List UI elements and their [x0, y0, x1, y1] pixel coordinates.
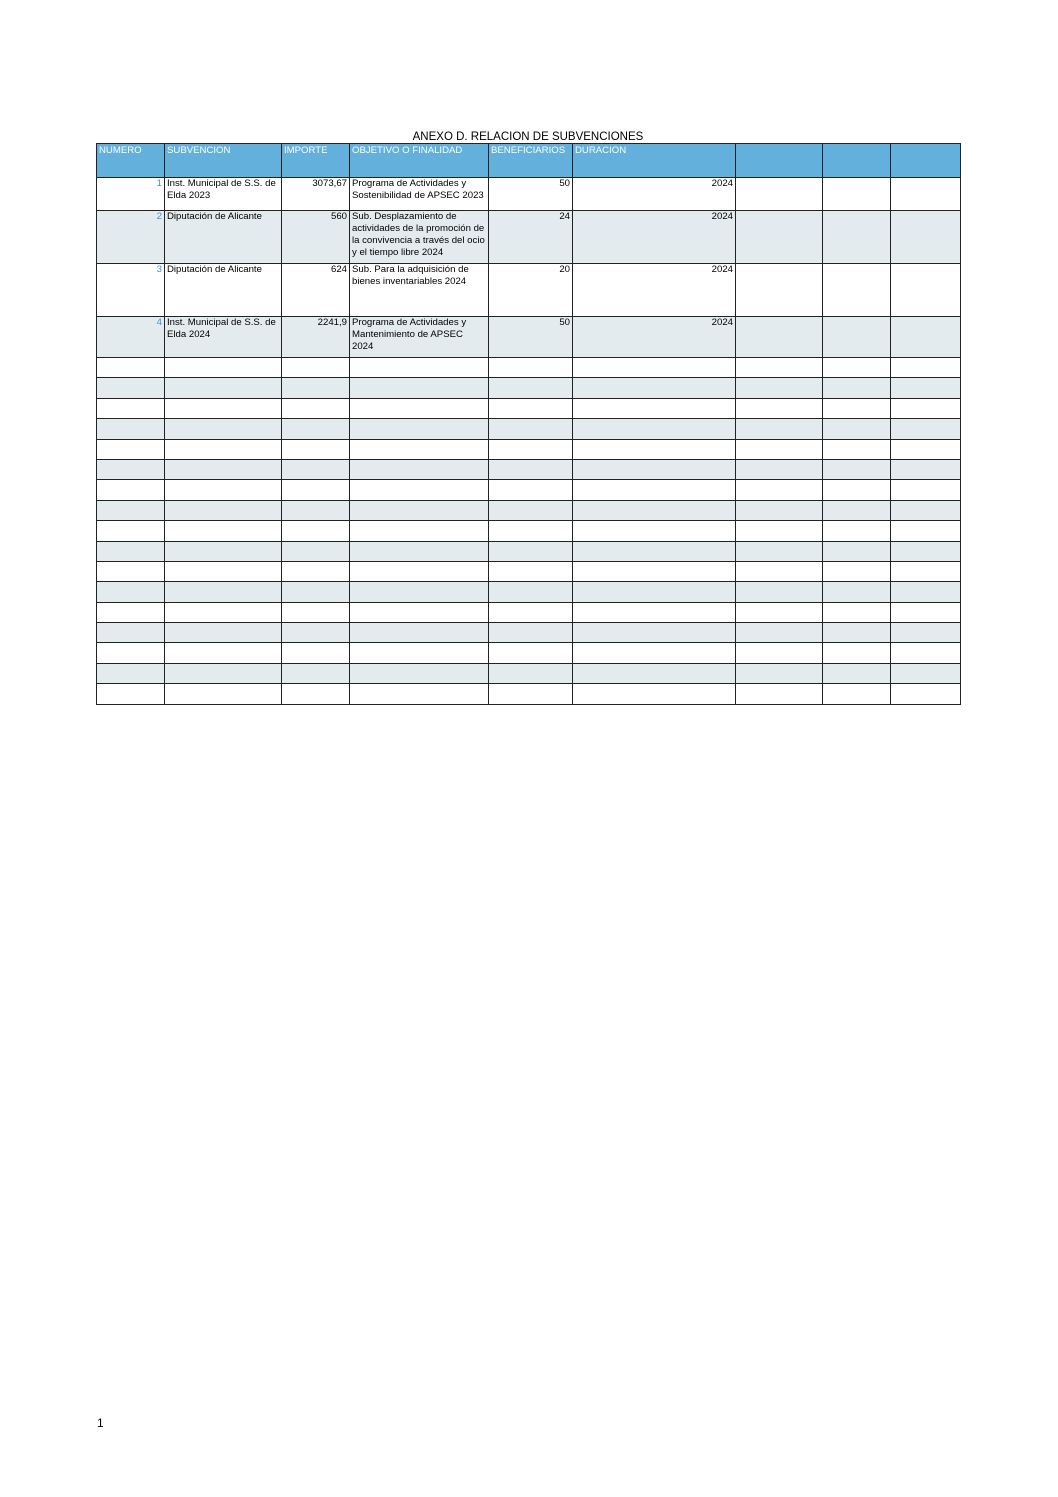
cell-empty [823, 459, 891, 479]
cell-empty [823, 317, 891, 358]
cell-empty [489, 663, 573, 683]
cell-objetivo: Sub. Para la adquisición de bienes inventariables 2024 [350, 264, 489, 317]
cell-empty [97, 561, 165, 581]
cell-empty [736, 264, 823, 317]
cell-subvencion: Diputación de Alicante [165, 264, 282, 317]
cell-empty [165, 398, 282, 418]
cell-empty [573, 623, 736, 643]
cell-empty [891, 684, 961, 704]
cell-empty [823, 419, 891, 439]
cell-beneficiarios: 20 [489, 264, 573, 317]
cell-empty [489, 623, 573, 643]
empty-table-row [97, 500, 961, 520]
cell-importe: 2241,9 [282, 317, 350, 358]
cell-empty [282, 439, 350, 459]
cell-empty [282, 643, 350, 663]
cell-empty [736, 623, 823, 643]
cell-empty [489, 561, 573, 581]
cell-empty [97, 378, 165, 398]
table-row [97, 317, 961, 358]
cell-empty [97, 459, 165, 479]
cell-empty [489, 521, 573, 541]
cell-empty [350, 602, 489, 622]
cell-empty [165, 521, 282, 541]
cell-empty [891, 582, 961, 602]
cell-empty [282, 358, 350, 378]
cell-empty [823, 178, 891, 211]
cell-empty [891, 561, 961, 581]
cell-empty [736, 582, 823, 602]
empty-table-row [97, 439, 961, 459]
cell-empty [165, 684, 282, 704]
cell-empty [489, 684, 573, 704]
cell-empty [823, 521, 891, 541]
cell-subvencion: Inst. Municipal de S.S. de Elda 2023 [165, 178, 282, 211]
cell-empty [489, 439, 573, 459]
cell-empty [736, 684, 823, 704]
cell-empty [165, 358, 282, 378]
cell-empty [573, 358, 736, 378]
cell-empty [165, 439, 282, 459]
cell-empty [282, 541, 350, 561]
cell-empty [823, 358, 891, 378]
cell-empty [97, 541, 165, 561]
empty-table-row [97, 561, 961, 581]
cell-empty [736, 459, 823, 479]
cell-empty [350, 643, 489, 663]
cell-empty [891, 419, 961, 439]
cell-empty [489, 582, 573, 602]
cell-empty [823, 398, 891, 418]
cell-empty [891, 317, 961, 358]
table-row [97, 178, 961, 211]
cell-empty [736, 643, 823, 663]
cell-empty [489, 419, 573, 439]
cell-empty [891, 602, 961, 622]
cell-empty [891, 358, 961, 378]
cell-empty [350, 358, 489, 378]
cell-beneficiarios: 24 [489, 211, 573, 264]
cell-empty [891, 439, 961, 459]
cell-empty [97, 602, 165, 622]
cell-empty [165, 561, 282, 581]
empty-table-row [97, 602, 961, 622]
column-header-importe: IMPORTE [282, 144, 350, 178]
cell-empty [350, 582, 489, 602]
cell-empty [823, 582, 891, 602]
cell-empty [97, 684, 165, 704]
cell-empty [736, 561, 823, 581]
cell-empty [736, 480, 823, 500]
cell-empty [97, 439, 165, 459]
empty-table-row [97, 398, 961, 418]
empty-table-row [97, 541, 961, 561]
cell-empty [350, 378, 489, 398]
cell-empty [573, 521, 736, 541]
cell-empty [350, 480, 489, 500]
cell-empty [891, 541, 961, 561]
cell-empty [97, 623, 165, 643]
table-header-row [97, 144, 961, 178]
cell-empty [891, 211, 961, 264]
cell-empty [573, 378, 736, 398]
cell-empty [489, 459, 573, 479]
cell-empty [573, 500, 736, 520]
cell-empty [736, 663, 823, 683]
table-row [97, 264, 961, 317]
cell-empty [573, 459, 736, 479]
cell-empty [736, 500, 823, 520]
cell-empty [736, 521, 823, 541]
cell-subvencion: Diputación de Alicante [165, 211, 282, 264]
cell-empty [823, 602, 891, 622]
cell-importe: 560 [282, 211, 350, 264]
cell-empty [489, 602, 573, 622]
cell-empty [282, 561, 350, 581]
cell-empty [573, 663, 736, 683]
cell-empty [165, 541, 282, 561]
cell-empty [891, 663, 961, 683]
cell-empty [573, 541, 736, 561]
cell-empty [823, 500, 891, 520]
cell-empty [823, 480, 891, 500]
cell-beneficiarios: 50 [489, 317, 573, 358]
cell-empty [165, 500, 282, 520]
empty-table-row [97, 480, 961, 500]
empty-table-row [97, 643, 961, 663]
cell-empty [891, 459, 961, 479]
cell-empty [165, 582, 282, 602]
cell-empty [891, 623, 961, 643]
cell-empty [350, 684, 489, 704]
cell-empty [97, 480, 165, 500]
cell-objetivo: Sub. Desplazamiento de actividades de la promoción de la convivencia a través del ocio y el tiempo libre 2024 [350, 211, 489, 264]
empty-table-row [97, 459, 961, 479]
cell-empty [350, 439, 489, 459]
cell-empty [282, 623, 350, 643]
cell-empty [489, 643, 573, 663]
cell-empty [573, 684, 736, 704]
cell-empty [823, 541, 891, 561]
cell-empty [282, 459, 350, 479]
cell-empty [823, 684, 891, 704]
cell-empty [823, 643, 891, 663]
cell-empty [165, 663, 282, 683]
empty-table-row [97, 663, 961, 683]
cell-empty [350, 398, 489, 418]
cell-empty [736, 378, 823, 398]
cell-empty [489, 378, 573, 398]
column-header-blank [823, 144, 891, 178]
cell-empty [891, 643, 961, 663]
cell-empty [165, 623, 282, 643]
cell-empty [573, 602, 736, 622]
cell-empty [891, 500, 961, 520]
cell-empty [97, 582, 165, 602]
cell-empty [165, 602, 282, 622]
cell-empty [350, 623, 489, 643]
cell-empty [573, 582, 736, 602]
cell-empty [573, 643, 736, 663]
cell-empty [97, 643, 165, 663]
cell-empty [282, 684, 350, 704]
cell-duracion: 2024 [573, 211, 736, 264]
cell-empty [350, 419, 489, 439]
empty-table-row [97, 419, 961, 439]
column-header-beneficiarios: BENEFICIARIOS [489, 144, 573, 178]
cell-empty [282, 663, 350, 683]
cell-empty [823, 663, 891, 683]
cell-empty [573, 419, 736, 439]
cell-empty [489, 398, 573, 418]
cell-empty [350, 561, 489, 581]
cell-empty [97, 398, 165, 418]
cell-empty [891, 264, 961, 317]
cell-empty [165, 419, 282, 439]
cell-beneficiarios: 50 [489, 178, 573, 211]
empty-table-row [97, 582, 961, 602]
cell-duracion: 2024 [573, 264, 736, 317]
cell-empty [891, 378, 961, 398]
cell-empty [736, 211, 823, 264]
cell-empty [736, 178, 823, 211]
cell-empty [489, 480, 573, 500]
cell-empty [350, 500, 489, 520]
cell-empty [282, 480, 350, 500]
cell-empty [736, 358, 823, 378]
cell-empty [573, 439, 736, 459]
cell-empty [736, 602, 823, 622]
cell-empty [823, 264, 891, 317]
column-header-duracion: DURACION [573, 144, 736, 178]
cell-subvencion: Inst. Municipal de S.S. de Elda 2024 [165, 317, 282, 358]
cell-empty [736, 439, 823, 459]
cell-empty [282, 602, 350, 622]
column-header-numero: NUMERO [97, 144, 165, 178]
cell-empty [573, 561, 736, 581]
subsidies-table [96, 143, 961, 705]
cell-empty [350, 521, 489, 541]
cell-empty [489, 500, 573, 520]
cell-numero: 3 [97, 264, 165, 317]
page-number: 1 [97, 1416, 104, 1430]
cell-empty [350, 541, 489, 561]
empty-table-row [97, 358, 961, 378]
column-header-objetivo: OBJETIVO O FINALIDAD [350, 144, 489, 178]
cell-empty [736, 317, 823, 358]
cell-numero: 4 [97, 317, 165, 358]
cell-objetivo: Programa de Actividades y Sostenibilidad de APSEC 2023 [350, 178, 489, 211]
cell-importe: 3073,67 [282, 178, 350, 211]
empty-table-row [97, 684, 961, 704]
column-header-blank [891, 144, 961, 178]
empty-table-row [97, 378, 961, 398]
cell-objetivo: Programa de Actividades y Mantenimiento de APSEC 2024 [350, 317, 489, 358]
cell-empty [97, 358, 165, 378]
cell-empty [282, 419, 350, 439]
cell-empty [165, 643, 282, 663]
cell-empty [823, 439, 891, 459]
cell-empty [736, 541, 823, 561]
cell-empty [350, 459, 489, 479]
cell-empty [97, 521, 165, 541]
cell-empty [165, 378, 282, 398]
cell-empty [282, 378, 350, 398]
column-header-blank [736, 144, 823, 178]
cell-empty [97, 663, 165, 683]
cell-empty [823, 211, 891, 264]
cell-numero: 1 [97, 178, 165, 211]
cell-empty [489, 358, 573, 378]
cell-empty [165, 459, 282, 479]
cell-empty [489, 541, 573, 561]
cell-empty [282, 521, 350, 541]
column-header-subvencion: SUBVENCION [165, 144, 282, 178]
cell-empty [573, 480, 736, 500]
cell-empty [891, 480, 961, 500]
cell-importe: 624 [282, 264, 350, 317]
cell-empty [823, 378, 891, 398]
cell-duracion: 2024 [573, 317, 736, 358]
cell-empty [736, 419, 823, 439]
cell-empty [97, 419, 165, 439]
cell-empty [282, 500, 350, 520]
cell-empty [823, 561, 891, 581]
table-title: ANEXO D. RELACION DE SUBVENCIONES [412, 131, 644, 143]
cell-duracion: 2024 [573, 178, 736, 211]
table-row [97, 211, 961, 264]
cell-empty [573, 398, 736, 418]
cell-empty [282, 582, 350, 602]
empty-table-row [97, 521, 961, 541]
cell-empty [891, 521, 961, 541]
cell-empty [891, 178, 961, 211]
cell-empty [165, 480, 282, 500]
cell-empty [282, 398, 350, 418]
cell-empty [350, 663, 489, 683]
cell-numero: 2 [97, 211, 165, 264]
cell-empty [736, 398, 823, 418]
cell-empty [891, 398, 961, 418]
empty-table-row [97, 623, 961, 643]
cell-empty [823, 623, 891, 643]
cell-empty [97, 500, 165, 520]
